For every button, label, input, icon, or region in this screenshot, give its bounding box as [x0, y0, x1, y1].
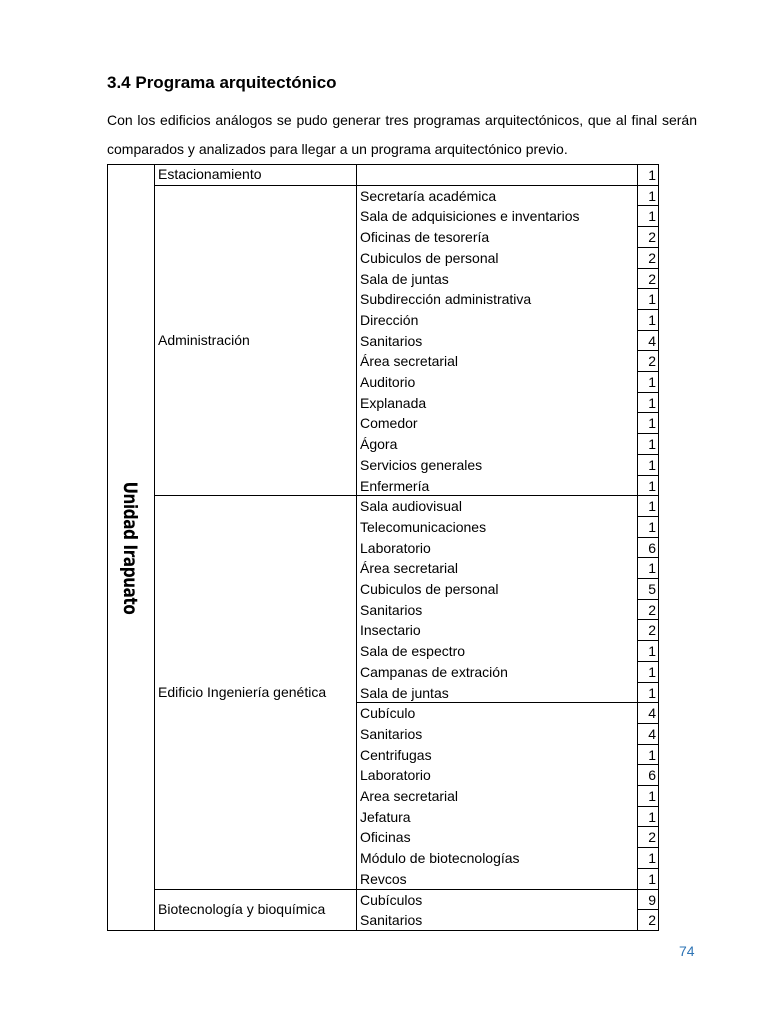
space-quantity: 1: [648, 187, 656, 204]
space-quantity: 1: [648, 477, 656, 494]
space-quantity: 9: [648, 891, 656, 908]
space-name: Centrifugas: [360, 746, 432, 763]
space-name: Sala de juntas: [360, 684, 449, 701]
space-name: Area secretarial: [360, 788, 459, 804]
subgroup-separator: [356, 702, 637, 703]
unit-label-vertical: Unidad Irapuato: [119, 481, 141, 615]
space-name: Dirección: [360, 311, 419, 328]
space-name: Subdirección administrativa: [360, 291, 532, 308]
space-name: Campanas de extración: [360, 663, 508, 680]
group-separator: [154, 185, 637, 186]
space-quantity: 5: [648, 581, 656, 597]
space-quantity: 6: [648, 767, 656, 784]
space-name: Comedor: [360, 415, 418, 432]
group-separator: [154, 889, 637, 890]
column-divider: [637, 164, 638, 930]
group-separator: [154, 495, 637, 496]
space-quantity: 2: [648, 622, 656, 639]
space-name: Revcos: [360, 870, 407, 887]
space-name: Cubículo: [360, 705, 416, 722]
space-quantity: 2: [648, 353, 656, 370]
space-quantity: 1: [648, 456, 656, 473]
group-name: Administración: [158, 331, 250, 348]
space-name: Sala de adquisiciones e inventarios: [360, 208, 580, 225]
space-name: Sanitarios: [360, 601, 423, 618]
space-quantity: 4: [648, 725, 656, 742]
space-quantity: 1: [648, 870, 656, 887]
space-quantity: 1: [648, 746, 656, 763]
space-name: Área secretarial: [360, 560, 459, 577]
space-quantity: 1: [648, 436, 656, 453]
group-name: Estacionamiento: [158, 166, 262, 183]
space-quantity: 1: [648, 374, 656, 390]
space-name: Cubiculos de personal: [360, 581, 499, 597]
space-name: Secretaría académica: [360, 187, 497, 204]
space-quantity: 1: [648, 208, 656, 225]
space-quantity: 1: [648, 788, 656, 804]
space-name: Sanitarios: [360, 912, 423, 929]
space-quantity: 1: [648, 663, 656, 680]
column-divider: [658, 164, 659, 930]
space-quantity: 1: [648, 311, 656, 328]
space-name: Sala audiovisual: [360, 498, 462, 515]
space-name: Cubiculos de personal: [360, 249, 499, 266]
space-quantity: 1: [648, 850, 656, 867]
space-quantity: 1: [648, 518, 656, 535]
space-quantity: 2: [648, 249, 656, 266]
column-divider: [107, 164, 108, 930]
space-name: Explanada: [360, 394, 427, 411]
space-quantity: 2: [648, 912, 656, 929]
space-name: Jefatura: [360, 808, 411, 825]
group-name: Biotecnología y bioquímica: [158, 901, 326, 918]
table-bottom-border: [154, 930, 659, 931]
space-quantity: 1: [648, 167, 656, 183]
space-quantity: 2: [648, 270, 656, 287]
space-name: Enfermería: [360, 477, 430, 494]
space-quantity: 1: [648, 560, 656, 577]
space-name: Servicios generales: [360, 456, 483, 473]
space-name: Sala de juntas: [360, 270, 449, 287]
space-name: Sala de espectro: [360, 643, 466, 660]
space-name: Laboratorio: [360, 539, 431, 556]
space-quantity: 4: [648, 332, 656, 349]
space-quantity: 2: [648, 829, 656, 846]
space-name: Área secretarial: [360, 353, 459, 370]
space-quantity: 1: [648, 415, 656, 432]
space-name: Auditorio: [360, 374, 416, 390]
space-name: Oficinas de tesorería: [360, 229, 490, 246]
space-quantity: 1: [648, 394, 656, 411]
space-quantity: 1: [648, 498, 656, 515]
space-quantity: 1: [648, 291, 656, 308]
space-name: Laboratorio: [360, 767, 431, 784]
space-name: Insectario: [360, 622, 421, 639]
table-bottom-border: [107, 930, 154, 931]
space-quantity: 1: [648, 684, 656, 701]
space-name: Ágora: [360, 436, 398, 453]
group-name: Edificio Ingeniería genética: [158, 683, 327, 700]
space-name: Telecomunicaciones: [360, 518, 487, 535]
column-divider: [154, 164, 155, 930]
page-number: 74: [679, 943, 695, 959]
intro-paragraph: Con los edificios análogos se pudo generar tres programas arquitectónicos, que al final serán comparados y analizados para llegar a un programa arquitectónico previo.: [107, 112, 697, 157]
space-name: Sanitarios: [360, 725, 423, 742]
space-name: Oficinas: [360, 829, 411, 846]
space-quantity: 4: [648, 705, 656, 722]
space-quantity: 1: [648, 808, 656, 825]
space-quantity: 6: [648, 539, 656, 556]
space-quantity: 2: [648, 601, 656, 618]
space-quantity: 2: [648, 229, 656, 246]
space-name: Sanitarios: [360, 332, 423, 349]
space-name: Cubículos: [360, 891, 423, 908]
section-heading: 3.4 Programa arquitectónico: [107, 73, 337, 92]
space-name: Módulo de biotecnologías: [360, 850, 520, 867]
column-divider: [356, 164, 357, 930]
space-quantity: 1: [648, 643, 656, 660]
